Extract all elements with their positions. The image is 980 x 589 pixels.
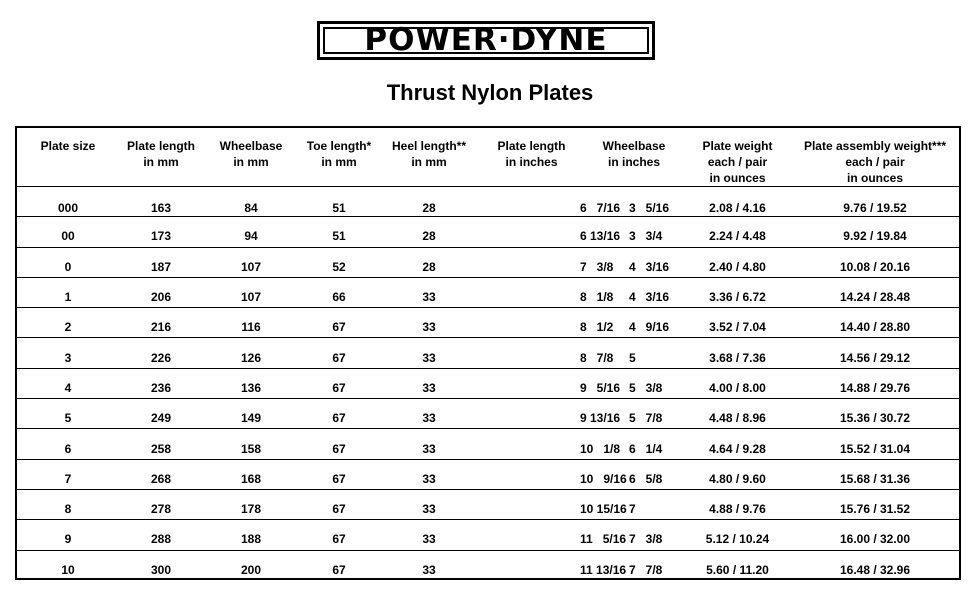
cell-plate-length-in — [479, 520, 627, 550]
cell-plate-weight: 3.68 / 7.36 — [684, 338, 791, 368]
cell-plate-weight: 4.00 / 8.00 — [684, 368, 791, 398]
table-row — [17, 550, 959, 580]
cell-plate-length-mm: 288 — [119, 520, 203, 550]
header-toe-length-line1: Toe length* — [306, 139, 372, 153]
cell-assembly-weight: 14.56 / 29.12 — [791, 338, 959, 368]
cell-plate-length-in — [479, 277, 614, 307]
cell-heel-length: 33 — [379, 459, 479, 489]
table-row — [17, 520, 959, 550]
cell-plate-length-in — [479, 399, 621, 429]
header-plate-length-mm — [119, 128, 203, 187]
cell-plate-length-mm: 163 — [119, 187, 203, 217]
cell-wheelbase-mm: 107 — [203, 247, 299, 277]
header-plate-size-line1: Plate size — [40, 139, 96, 153]
header-wheelbase-mm — [203, 128, 299, 187]
cell-plate-length-in-value: 8 1/8 — [580, 290, 614, 305]
table-body — [17, 187, 959, 581]
cell-toe-length: 67 — [299, 429, 379, 459]
cell-plate-length-in-value: 11 13/16 — [580, 562, 627, 577]
header-assembly-weight-line3: in ounces — [846, 171, 903, 185]
cell-toe-length: 52 — [299, 247, 379, 277]
table-header — [17, 128, 959, 187]
cell-plate-length-mm: 278 — [119, 489, 203, 519]
cell-plate-length-mm: 300 — [150, 562, 172, 577]
cell-plate-size: 8 — [17, 489, 119, 519]
cell-assembly-weight: 10.08 / 20.16 — [791, 247, 959, 277]
cell-plate-length-mm: 187 — [119, 247, 203, 277]
cell-toe-length: 66 — [299, 277, 379, 307]
cell-plate-length-mm: 206 — [119, 277, 203, 307]
header-wheelbase-in-line2: in inches — [607, 155, 660, 169]
cell-wheelbase-mm: 188 — [203, 520, 299, 550]
table-row — [17, 277, 959, 307]
cell-wheelbase-in-value: 3 5/16 — [629, 201, 670, 216]
cell-wheelbase-in-value: 5 — [629, 350, 636, 365]
header-plate-weight-line2: each / pair — [707, 155, 768, 169]
cell-plate-size: 00 — [17, 217, 119, 247]
cell-toe-length: 67 — [299, 520, 379, 550]
cell-assembly-weight: 15.76 / 31.52 — [791, 489, 959, 519]
table-row — [17, 368, 959, 398]
cell-plate-size: 1 — [17, 277, 119, 307]
cell-plate-length-in-value: 10 15/16 — [580, 502, 627, 517]
cell-plate-length-mm: 173 — [119, 217, 203, 247]
cell-assembly-weight: 9.76 / 19.52 — [791, 187, 959, 217]
cell-plate-length-in-value: 8 1/2 — [580, 320, 614, 335]
header-heel-length — [379, 128, 479, 187]
header-toe-length-line2: in mm — [321, 155, 357, 169]
cell-plate-length-in — [479, 550, 627, 580]
cell-heel-length: 33 — [379, 489, 479, 519]
cell-plate-length-in-value: 10 1/8 — [580, 441, 621, 456]
cell-heel-length: 33 — [379, 520, 479, 550]
cell-assembly-weight: 9.92 / 19.84 — [791, 217, 959, 247]
cell-plate-size: 4 — [17, 368, 119, 398]
cell-plate-weight: 4.64 / 9.28 — [684, 429, 791, 459]
cell-toe-length: 67 — [299, 489, 379, 519]
header-wheelbase-in — [584, 128, 684, 187]
table-row — [17, 489, 959, 519]
cell-heel-length: 33 — [422, 562, 436, 577]
header-plate-length-in — [479, 128, 584, 187]
cell-wheelbase-in-value: 4 3/16 — [629, 259, 670, 274]
header-assembly-weight-line2: each / pair — [845, 155, 905, 169]
cell-toe-length: 67 — [299, 459, 379, 489]
cell-plate-size: 3 — [17, 338, 119, 368]
table-row — [17, 459, 959, 489]
cell-plate-length-mm: 268 — [119, 459, 203, 489]
header-plate-weight-line1: Plate weight — [702, 139, 773, 153]
cell-wheelbase-mm: 168 — [203, 459, 299, 489]
table-row — [17, 187, 959, 217]
cell-plate-weight: 4.80 / 9.60 — [684, 459, 791, 489]
header-plate-length-in-line1: Plate length — [497, 139, 566, 153]
spec-table-frame — [15, 126, 961, 580]
cell-plate-length-mm: 226 — [119, 338, 203, 368]
cell-plate-length-in — [479, 308, 614, 338]
page-title: Thrust Nylon Plates — [386, 80, 594, 105]
cell-plate-length-in-value: 9 13/16 — [580, 411, 621, 426]
table-row — [17, 429, 959, 459]
cell-plate-length-in — [479, 338, 614, 368]
cell-heel-length: 28 — [379, 247, 479, 277]
cell-assembly-weight: 14.24 / 28.48 — [791, 277, 959, 307]
cell-plate-weight: 2.08 / 4.16 — [684, 187, 791, 217]
cell-toe-length: 67 — [299, 368, 379, 398]
cell-plate-size: 0 — [17, 247, 119, 277]
cell-plate-weight: 4.48 / 8.96 — [684, 399, 791, 429]
cell-toe-length: 51 — [299, 217, 379, 247]
header-plate-size — [17, 128, 119, 187]
cell-toe-length: 67 — [299, 338, 379, 368]
cell-plate-weight: 3.52 / 7.04 — [684, 308, 791, 338]
cell-assembly-weight: 14.40 / 28.80 — [791, 308, 959, 338]
cell-plate-size: 10 — [61, 562, 75, 577]
logo-inner-frame — [323, 22, 649, 58]
header-toe-length — [299, 128, 379, 187]
cell-plate-size: 5 — [17, 399, 119, 429]
cell-plate-length-mm: 249 — [119, 399, 203, 429]
cell-plate-length-in-value: 10 9/16 — [580, 471, 627, 486]
cell-plate-length-in-value: 9 5/16 — [580, 380, 621, 395]
cell-toe-length: 67 — [332, 562, 346, 577]
cell-wheelbase-in-value: 6 1/4 — [629, 441, 663, 456]
cell-assembly-weight: 15.36 / 30.72 — [791, 399, 959, 429]
cell-plate-weight: 4.88 / 9.76 — [684, 489, 791, 519]
cell-plate-length-mm: 216 — [119, 308, 203, 338]
cell-assembly-weight: 15.68 / 31.36 — [791, 459, 959, 489]
cell-heel-length: 28 — [379, 187, 479, 217]
cell-plate-length-in-value: 7 3/8 — [580, 259, 614, 274]
cell-assembly-weight: 15.52 / 31.04 — [791, 429, 959, 459]
spec-table — [17, 128, 959, 580]
cell-wheelbase-in-value: 4 3/16 — [629, 290, 670, 305]
cell-plate-length-in-value: 8 7/8 — [580, 350, 614, 365]
cell-plate-size: 2 — [17, 308, 119, 338]
cell-heel-length: 33 — [379, 277, 479, 307]
cell-heel-length: 33 — [379, 399, 479, 429]
cell-wheelbase-in-value: 7 — [629, 502, 636, 517]
table-row — [17, 217, 959, 247]
cell-wheelbase-in-value: 7 7/8 — [629, 562, 663, 577]
cell-plate-length-in — [479, 247, 614, 277]
cell-assembly-weight: 16.00 / 32.00 — [791, 520, 959, 550]
header-heel-length-line1: Heel length** — [391, 139, 466, 153]
header-assembly-weight-line1: Plate assembly weight*** — [803, 139, 947, 153]
cell-plate-length-in-value: 6 13/16 — [580, 229, 621, 244]
cell-heel-length: 33 — [379, 429, 479, 459]
cell-wheelbase-in-value: 6 5/8 — [629, 471, 663, 486]
header-plate-weight — [684, 128, 791, 187]
cell-toe-length: 51 — [299, 187, 379, 217]
cell-heel-length: 33 — [379, 338, 479, 368]
cell-plate-length-mm: 258 — [119, 429, 203, 459]
cell-wheelbase-in-value: 3 3/4 — [629, 229, 663, 244]
cell-wheelbase-in-value: 4 9/16 — [629, 320, 670, 335]
cell-toe-length: 67 — [299, 399, 379, 429]
cell-plate-size: 7 — [17, 459, 119, 489]
cell-plate-size: 6 — [17, 429, 119, 459]
cell-wheelbase-in-value: 5 7/8 — [629, 411, 663, 426]
cell-wheelbase-mm: 178 — [203, 489, 299, 519]
cell-plate-weight: 5.12 / 10.24 — [684, 520, 791, 550]
cell-wheelbase-mm: 94 — [203, 217, 299, 247]
cell-assembly-weight: 14.88 / 29.76 — [791, 368, 959, 398]
cell-plate-length-in-value: 6 7/16 — [580, 201, 621, 216]
cell-plate-length-in — [479, 217, 621, 247]
header-heel-length-line2: in mm — [411, 155, 447, 169]
cell-assembly-weight: 16.48 / 32.96 — [839, 562, 911, 577]
cell-plate-weight: 3.36 / 6.72 — [684, 277, 791, 307]
cell-plate-length-in — [479, 429, 621, 459]
table-row — [17, 308, 959, 338]
cell-plate-weight: 2.40 / 4.80 — [684, 247, 791, 277]
header-plate-length-in-line2: in inches — [505, 155, 558, 169]
cell-wheelbase-mm: 136 — [203, 368, 299, 398]
cell-heel-length: 28 — [379, 217, 479, 247]
cell-heel-length: 33 — [379, 308, 479, 338]
header-wheelbase-mm-line1: Wheelbase — [219, 139, 283, 153]
cell-plate-length-in — [479, 489, 627, 519]
header-plate-length-mm-line1: Plate length — [126, 139, 195, 153]
cell-plate-weight: 2.24 / 4.48 — [684, 217, 791, 247]
cell-plate-length-mm: 236 — [119, 368, 203, 398]
cell-plate-length-in — [479, 187, 621, 217]
cell-wheelbase-in-value: 5 3/8 — [629, 380, 663, 395]
cell-wheelbase-mm: 200 — [240, 562, 262, 577]
header-wheelbase-mm-line2: in mm — [233, 155, 269, 169]
header-row — [17, 128, 959, 187]
cell-wheelbase-mm: 107 — [203, 277, 299, 307]
cell-wheelbase-in-value: 7 3/8 — [629, 532, 663, 547]
table-row — [17, 338, 959, 368]
table-row — [17, 399, 959, 429]
powerdyne-logo — [317, 21, 655, 60]
table-row — [17, 247, 959, 277]
cell-wheelbase-mm: 149 — [203, 399, 299, 429]
cell-wheelbase-mm: 84 — [203, 187, 299, 217]
header-plate-length-mm-line2: in mm — [143, 155, 179, 169]
cell-toe-length: 67 — [299, 308, 379, 338]
cell-plate-length-in-value: 11 5/16 — [580, 532, 627, 547]
cell-heel-length: 33 — [379, 368, 479, 398]
cell-plate-size: 9 — [17, 520, 119, 550]
cell-wheelbase-mm: 116 — [203, 308, 299, 338]
logo-text: POWER·DYNE — [364, 22, 608, 58]
header-plate-weight-line3: in ounces — [709, 171, 766, 185]
cell-plate-size: 000 — [17, 187, 119, 217]
cell-plate-length-in — [479, 368, 621, 398]
cell-plate-length-in — [479, 459, 627, 489]
cell-wheelbase-mm: 126 — [203, 338, 299, 368]
header-wheelbase-in-line1: Wheelbase — [602, 139, 666, 153]
header-assembly-weight — [791, 128, 959, 187]
cell-plate-weight: 5.60 / 11.20 — [706, 562, 769, 577]
cell-wheelbase-mm: 158 — [203, 429, 299, 459]
